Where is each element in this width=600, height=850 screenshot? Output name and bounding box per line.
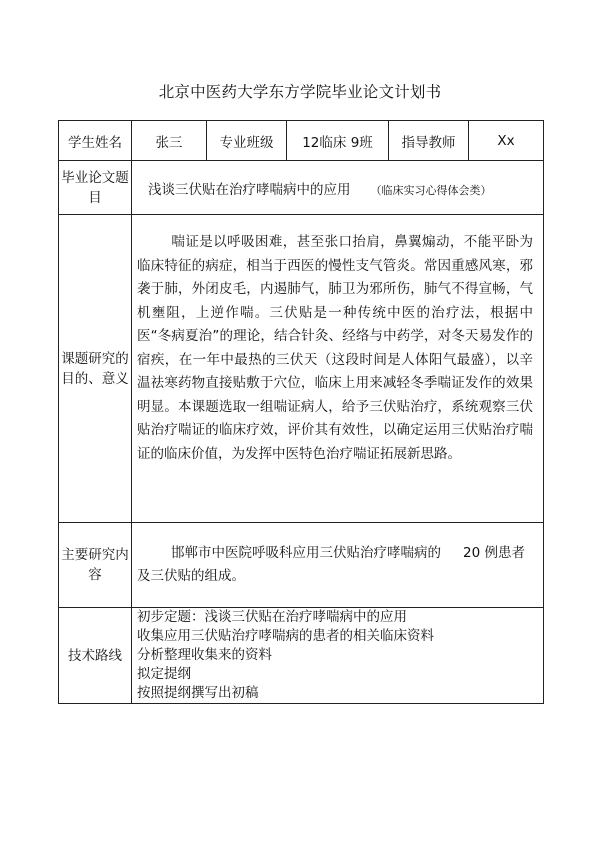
topic-note: （临床实习心得体会类） — [370, 183, 492, 197]
route-step: 按照提纲撰写出初稿 — [137, 685, 259, 701]
plan-table — [58, 120, 544, 704]
content-text: 邯郸市中医院呼吸科应用三伏贴治疗哮喘病的 20 例患者及三伏贴的组成。 — [137, 544, 525, 584]
content-row — [59, 523, 544, 608]
route-row — [59, 608, 544, 704]
advisor-label: 指导教师 — [389, 121, 469, 161]
route-label: 技术路线 — [59, 608, 132, 704]
content-label: 主要研究内容 — [59, 523, 132, 608]
topic-label: 毕业论文题目 — [59, 161, 132, 215]
student-name-label: 学生姓名 — [59, 121, 132, 161]
route-cell — [132, 608, 544, 704]
purpose-cell — [132, 215, 544, 523]
purpose-label: 课题研究的目的、意义 — [59, 215, 132, 523]
topic-value: 浅谈三伏贴在治疗哮喘病中的应用 — [148, 181, 351, 198]
class-label: 专业班级 — [207, 121, 287, 161]
route-step: 初步定题：浅谈三伏贴在治疗哮喘病中的应用 — [137, 609, 407, 625]
topic-row — [59, 161, 544, 215]
info-row — [59, 121, 544, 161]
student-name-value: 张三 — [132, 121, 207, 161]
route-step: 分析整理收集来的资料 — [137, 647, 272, 663]
topic-cell — [132, 161, 544, 215]
content-cell — [132, 523, 544, 608]
purpose-text: 喘证是以呼吸困难，甚至张口抬肩，鼻翼煽动，不能平卧为临床特征的病症，相当于西医的慢性支气管炎。常因重感风寒，邪袭于肺，外闭皮毛，内遏肺气，肺卫为邪所伤，肺气不得宣畅，气机壅阻，上逆作喘。三伏贴是一种传统中医的治疗法，根据中医“冬病夏治”的理论，结合针灸、经络与中药学，对冬天易发作的宿疾，在一年中最热的三伏天（这段时间是人体阳气最盛），以辛温祛寒药物直接贴敷于穴位，临床上用来减轻冬季喘证发作的效果明显。本课题选取一组喘证病人，给予三伏贴治疗，系统观察三伏贴治疗喘证的临床疗效，评价其有效性，以确定运用三伏贴治疗喘证的临床价值，为发挥中医特色治疗喘证拓展新思路。 — [137, 234, 533, 462]
document-title: 北京中医药大学东方学院毕业论文计划书 — [158, 83, 442, 101]
advisor-value: Xx — [469, 121, 544, 161]
purpose-row — [59, 215, 544, 523]
class-value: 12临床 9班 — [287, 121, 389, 161]
route-step: 拟定提纲 — [137, 666, 191, 682]
route-step: 收集应用三伏贴治疗哮喘病的患者的相关临床资料 — [137, 628, 434, 644]
